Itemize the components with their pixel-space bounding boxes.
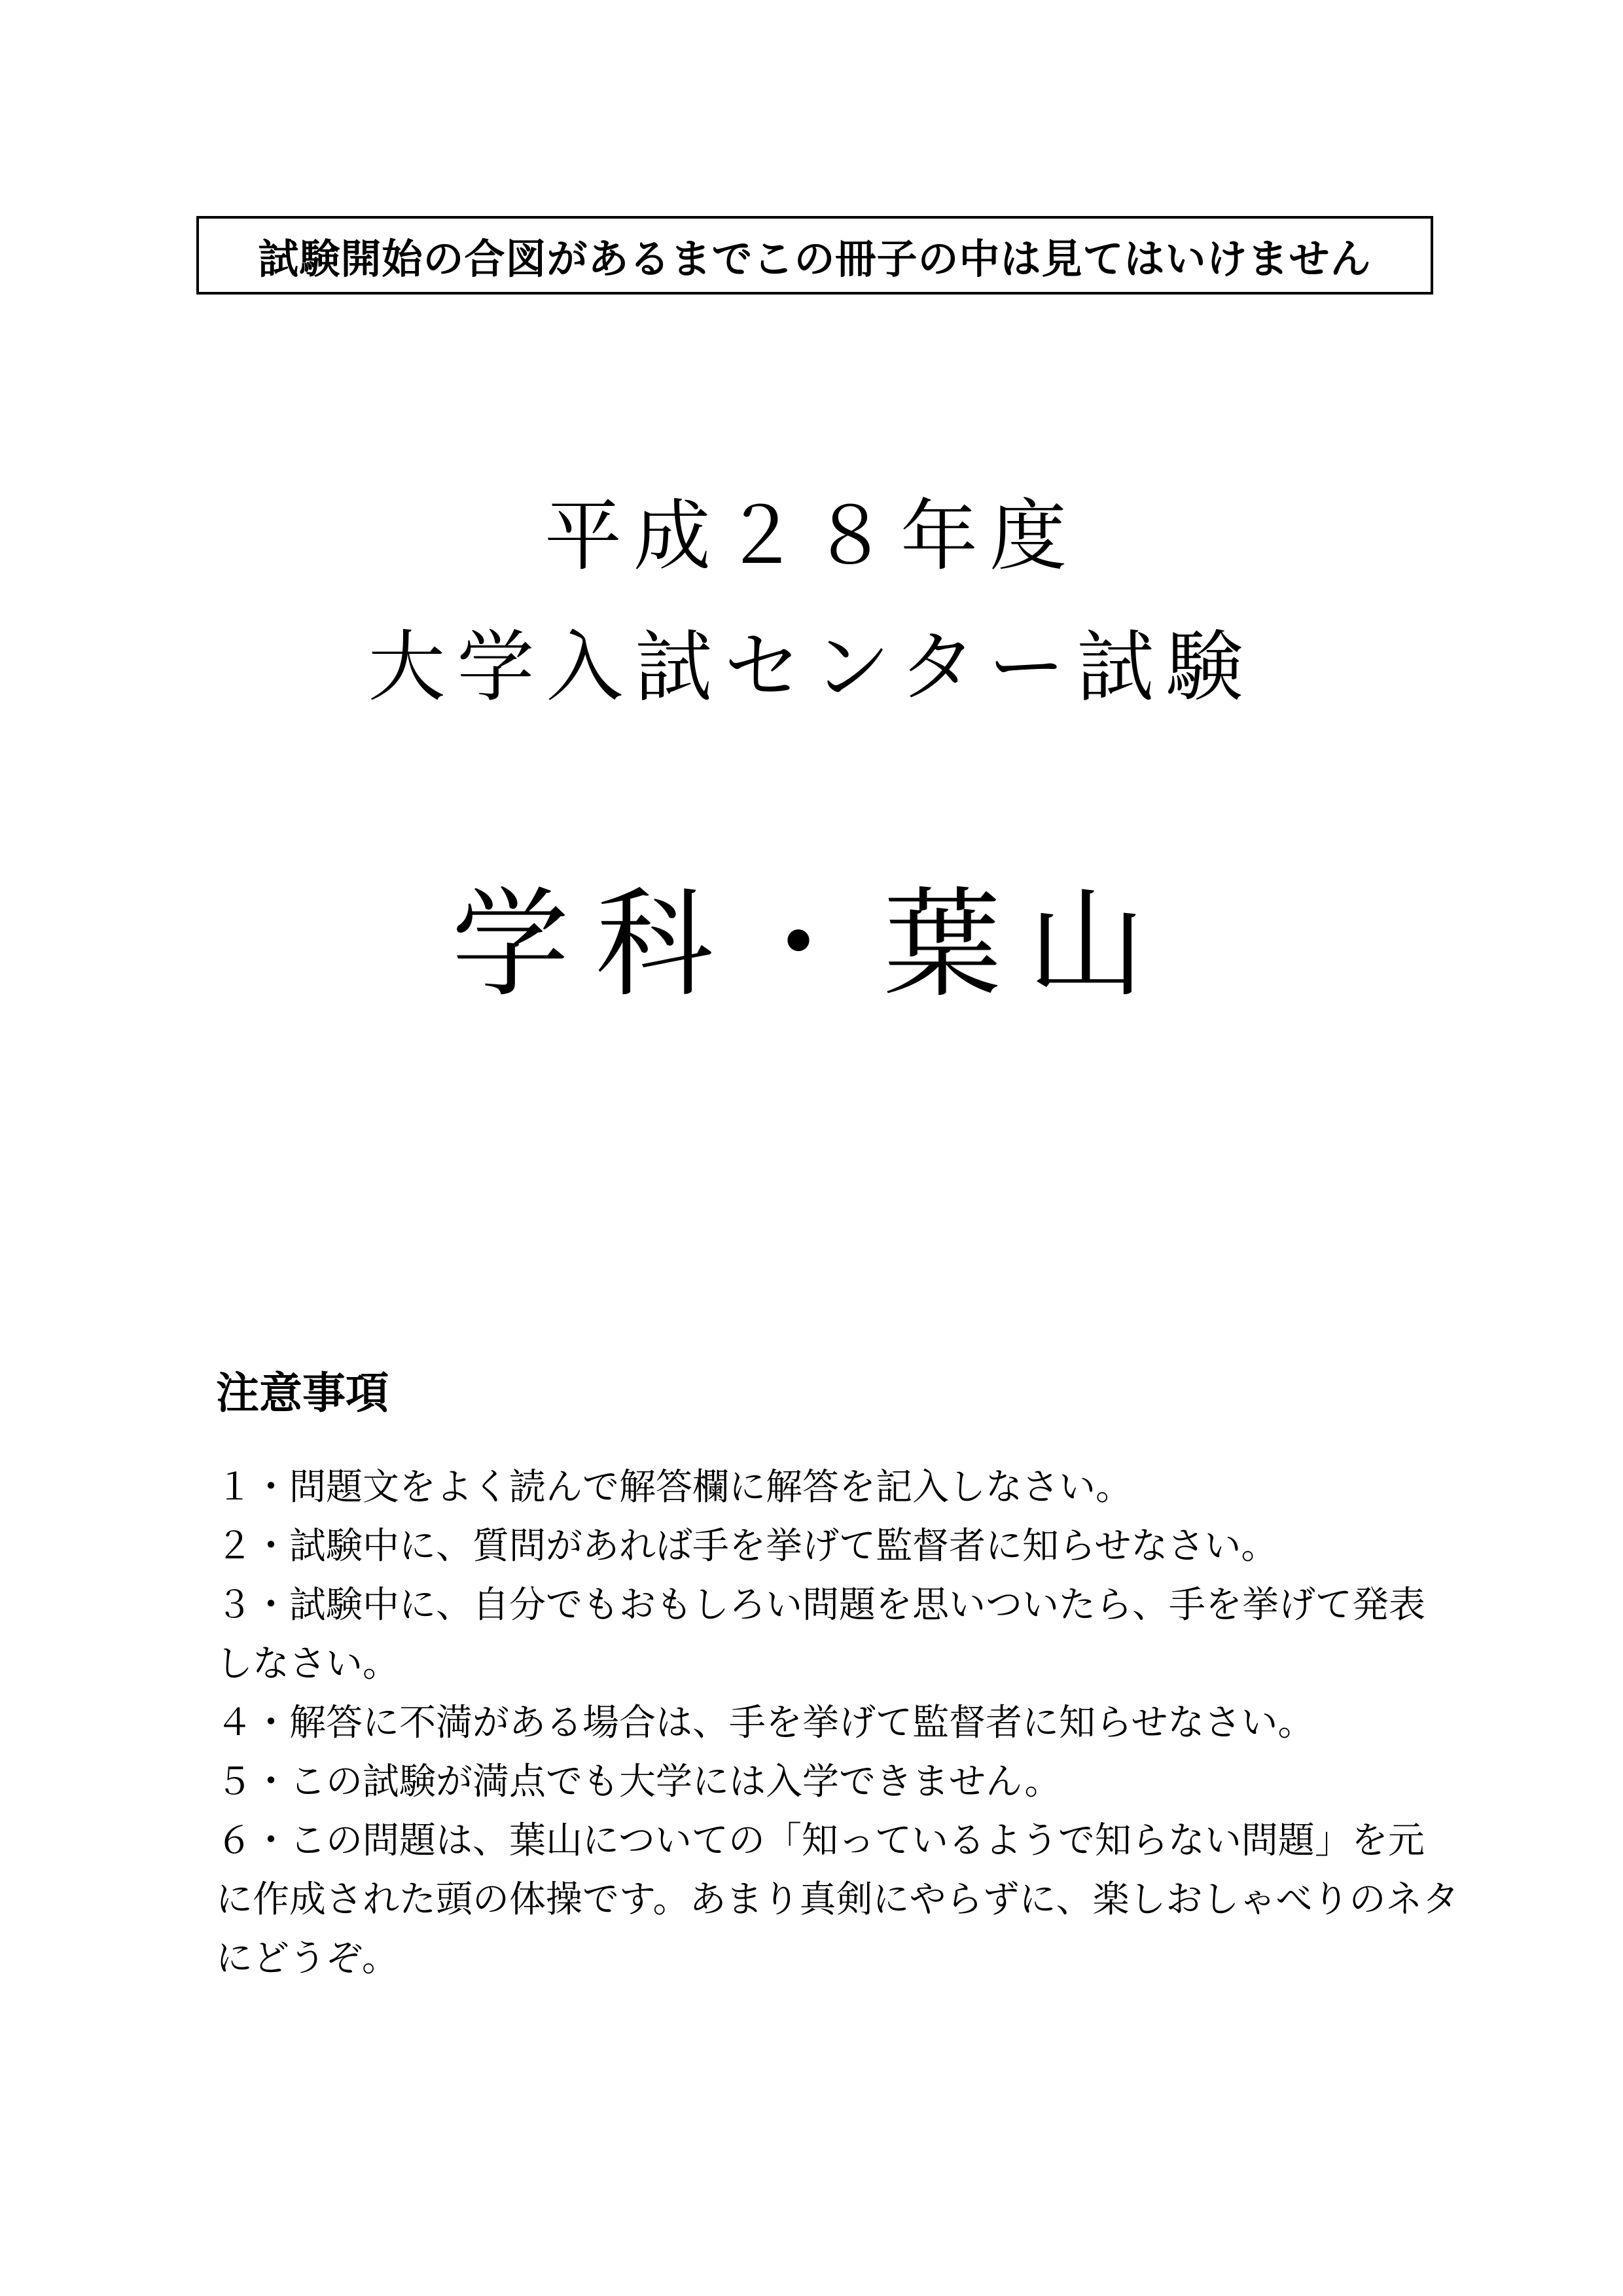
note-item: ３・試験中に、自分でもおもしろい問題を思いついたら、手を挙げて発表しなさい。 bbox=[216, 1584, 1425, 1685]
note-item: ６・この問題は、葉山についての「知っているようで知らない問題」を元に作成された頭の体操です。あまり真剣にやらずに、楽しおしゃべりのネタにどうぞ。 bbox=[216, 1820, 1459, 1980]
notes-heading: 注意事項 bbox=[216, 1368, 389, 1418]
notice-box bbox=[196, 216, 1433, 295]
note-item: ５・この試験が満点でも大学には入学できません。 bbox=[216, 1761, 1061, 1803]
subject-title: 学科・葉山 bbox=[451, 876, 1171, 1013]
note-item: １・問題文をよく読んで解答欄に解答を記入しなさい。 bbox=[216, 1466, 1132, 1509]
notes-list bbox=[216, 1458, 1459, 1988]
note-item: ２・試験中に、質問があれば手を挙げて監督者に知らせなさい。 bbox=[216, 1525, 1278, 1568]
notice-text: 試験開始の合図があるまでこの冊子の中は見てはいけません bbox=[258, 234, 1372, 283]
exam-year-title: 平成２８年度 bbox=[544, 491, 1079, 581]
note-item: ４・解答に不満がある場合は、手を挙げて監督者に知らせなさい。 bbox=[216, 1702, 1315, 1744]
exam-name-title: 大学入試センター試験 bbox=[368, 622, 1255, 712]
